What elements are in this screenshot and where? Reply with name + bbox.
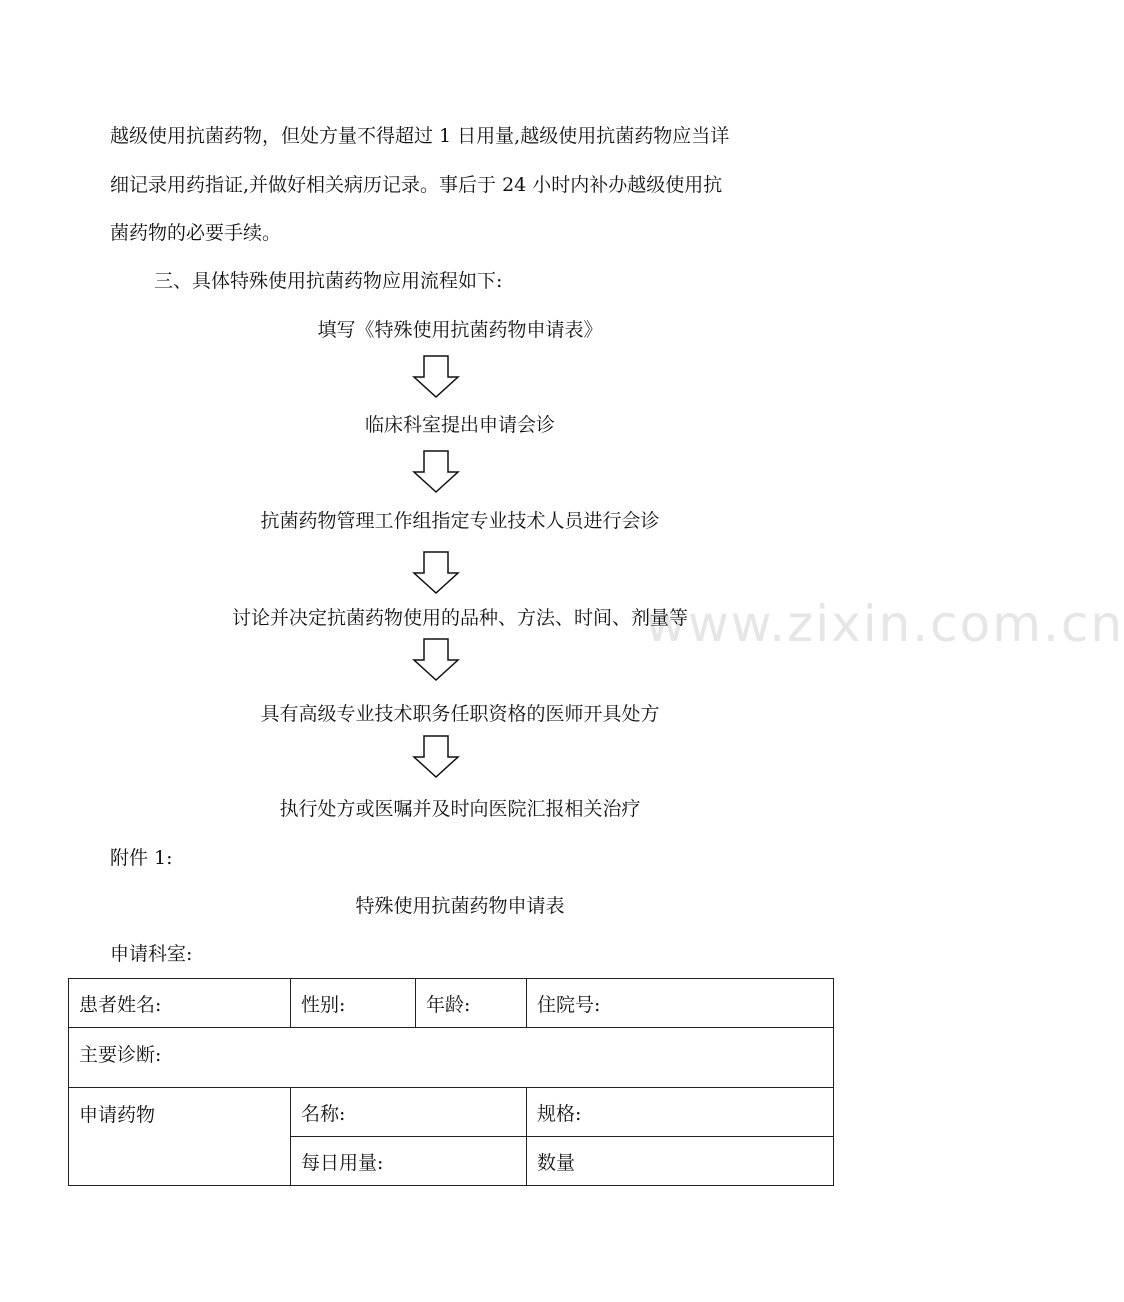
watermark: www.zixin.com.cn (645, 595, 1124, 653)
paragraph-line-3: 菌药物的必要手续。 (110, 222, 282, 244)
down-arrow-icon (412, 355, 460, 399)
paragraph-line-2: 细记录用药指证,并做好相关病历记录。事后于 24 小时内补办越级使用抗 (110, 174, 723, 196)
quantity-field[interactable]: 数量 (527, 1137, 834, 1186)
diagnosis-field[interactable]: 主要诊断: (69, 1028, 834, 1088)
department-label: 申请科室: (110, 943, 193, 965)
application-form-table (68, 978, 834, 1186)
attachment-label: 附件 1: (110, 847, 173, 869)
flow-step-3: 抗菌药物管理工作组指定专业技术人员进行会诊 (260, 510, 660, 532)
drug-name-field[interactable]: 名称: (291, 1088, 527, 1137)
down-arrow-icon (412, 450, 460, 494)
drug-spec-field[interactable]: 规格: (527, 1088, 834, 1137)
down-arrow-icon (412, 551, 460, 595)
flow-step-6: 执行处方或医嘱并及时向医院汇报相关治疗 (279, 798, 641, 820)
table-row (69, 1028, 834, 1088)
gender-field[interactable]: 性别: (291, 979, 416, 1028)
drug-request-label: 申请药物 (69, 1088, 291, 1186)
age-field[interactable]: 年龄: (416, 979, 527, 1028)
flow-step-5: 具有高级专业技术职务任职资格的医师开具处方 (260, 703, 660, 725)
flow-step-2: 临床科室提出申请会诊 (364, 414, 555, 436)
down-arrow-icon (412, 735, 460, 779)
daily-dose-field[interactable]: 每日用量: (291, 1137, 527, 1186)
flow-step-1: 填写《特殊使用抗菌药物申请表》 (317, 319, 603, 341)
paragraph-line-1: 越级使用抗菌药物，但处方量不得超过 1 日用量,越级使用抗菌药物应当详 (110, 125, 730, 147)
flow-step-4: 讨论并决定抗菌药物使用的品种、方法、时间、剂量等 (231, 607, 688, 629)
form-title: 特殊使用抗菌药物申请表 (355, 895, 565, 917)
patient-name-field[interactable]: 患者姓名: (69, 979, 291, 1028)
section-heading: 三、具体特殊使用抗菌药物应用流程如下: (154, 270, 503, 292)
admission-number-field[interactable]: 住院号: (527, 979, 834, 1028)
down-arrow-icon (412, 638, 460, 682)
table-row (69, 1088, 834, 1137)
table-row (69, 979, 834, 1028)
